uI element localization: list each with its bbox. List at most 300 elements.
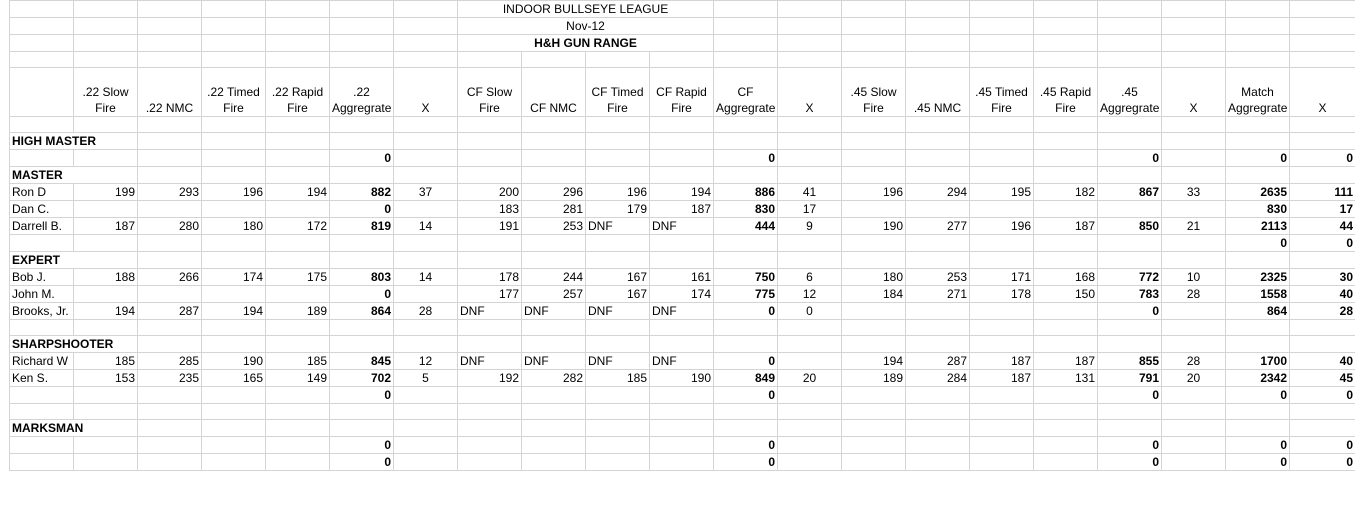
empty-cell[interactable] [842, 167, 906, 184]
empty-cell[interactable] [1226, 252, 1290, 269]
empty-cell[interactable] [522, 336, 586, 353]
score-cell[interactable]: 28 [1290, 303, 1355, 320]
empty-cell[interactable] [1098, 336, 1162, 353]
column-header[interactable]: .22 Aggregrate [330, 68, 394, 117]
empty-cell[interactable] [74, 18, 138, 35]
score-cell[interactable]: 280 [138, 218, 202, 235]
score-cell[interactable] [266, 150, 330, 167]
score-cell[interactable] [906, 387, 970, 404]
empty-cell[interactable] [906, 117, 970, 133]
empty-cell[interactable] [970, 52, 1034, 68]
empty-cell[interactable] [714, 167, 778, 184]
score-cell[interactable]: 167 [586, 269, 650, 286]
empty-cell[interactable] [394, 1, 458, 18]
empty-cell[interactable] [266, 18, 330, 35]
empty-cell[interactable] [10, 320, 74, 336]
score-cell[interactable]: 0 [714, 150, 778, 167]
score-cell[interactable] [970, 235, 1034, 252]
empty-cell[interactable] [1290, 18, 1355, 35]
score-cell[interactable] [778, 353, 842, 370]
score-cell[interactable]: 0 [1098, 454, 1162, 471]
score-cell[interactable]: 9 [778, 218, 842, 235]
empty-cell[interactable] [970, 35, 1034, 52]
empty-cell[interactable] [138, 167, 202, 184]
score-cell[interactable]: DNF [650, 218, 714, 235]
empty-cell[interactable] [714, 133, 778, 150]
score-cell[interactable]: 194 [266, 184, 330, 201]
empty-cell[interactable] [778, 133, 842, 150]
empty-cell[interactable] [202, 18, 266, 35]
score-cell[interactable]: 28 [1162, 286, 1226, 303]
score-cell[interactable]: 168 [1034, 269, 1098, 286]
score-cell[interactable] [202, 387, 266, 404]
empty-cell[interactable] [1098, 404, 1162, 420]
score-cell[interactable] [714, 235, 778, 252]
empty-cell[interactable] [330, 320, 394, 336]
score-cell[interactable]: 196 [202, 184, 266, 201]
score-cell[interactable] [970, 437, 1034, 454]
empty-cell[interactable] [266, 404, 330, 420]
empty-cell[interactable] [970, 336, 1034, 353]
score-cell[interactable] [394, 150, 458, 167]
empty-cell[interactable] [394, 404, 458, 420]
sheet-title-cell[interactable]: INDOOR BULLSEYE LEAGUE [458, 1, 714, 18]
score-cell[interactable]: 194 [74, 303, 138, 320]
empty-cell[interactable] [138, 252, 202, 269]
score-cell[interactable]: 1558 [1226, 286, 1290, 303]
score-cell[interactable] [522, 437, 586, 454]
score-cell[interactable] [266, 235, 330, 252]
empty-cell[interactable] [842, 133, 906, 150]
column-header[interactable]: .22 Slow Fire [74, 68, 138, 117]
score-cell[interactable]: 0 [1290, 387, 1355, 404]
score-cell[interactable]: DNF [650, 353, 714, 370]
column-header[interactable]: CF NMC [522, 68, 586, 117]
score-cell[interactable]: 194 [842, 353, 906, 370]
score-cell[interactable]: 830 [714, 201, 778, 218]
score-cell[interactable]: 188 [74, 269, 138, 286]
empty-cell[interactable] [138, 117, 202, 133]
score-cell[interactable] [778, 454, 842, 471]
empty-cell[interactable] [74, 320, 138, 336]
class-label[interactable]: MARKSMAN [10, 420, 138, 437]
shooter-name[interactable] [10, 437, 74, 454]
score-cell[interactable]: 190 [202, 353, 266, 370]
score-cell[interactable] [394, 454, 458, 471]
score-cell[interactable]: 0 [714, 454, 778, 471]
empty-cell[interactable] [74, 404, 138, 420]
empty-cell[interactable] [1162, 35, 1226, 52]
score-cell[interactable] [906, 235, 970, 252]
empty-cell[interactable] [1290, 117, 1355, 133]
score-cell[interactable]: 244 [522, 269, 586, 286]
empty-cell[interactable] [1034, 117, 1098, 133]
empty-cell[interactable] [1162, 1, 1226, 18]
score-cell[interactable] [330, 235, 394, 252]
column-header[interactable]: CF Aggregrate [714, 68, 778, 117]
score-cell[interactable]: 153 [74, 370, 138, 387]
empty-cell[interactable] [138, 18, 202, 35]
score-cell[interactable] [138, 235, 202, 252]
score-cell[interactable]: 864 [1226, 303, 1290, 320]
column-header[interactable]: X [1162, 68, 1226, 117]
score-cell[interactable]: 294 [906, 184, 970, 201]
empty-cell[interactable] [906, 167, 970, 184]
empty-cell[interactable] [714, 320, 778, 336]
score-cell[interactable] [586, 235, 650, 252]
empty-cell[interactable] [266, 52, 330, 68]
empty-cell[interactable] [906, 133, 970, 150]
score-cell[interactable]: 791 [1098, 370, 1162, 387]
empty-cell[interactable] [650, 320, 714, 336]
empty-cell[interactable] [394, 320, 458, 336]
empty-cell[interactable] [330, 420, 394, 437]
empty-cell[interactable] [714, 18, 778, 35]
score-cell[interactable] [1162, 201, 1226, 218]
empty-cell[interactable] [1162, 336, 1226, 353]
score-cell[interactable] [650, 387, 714, 404]
column-header[interactable]: Match Aggregrate [1226, 68, 1290, 117]
score-cell[interactable]: 17 [1290, 201, 1355, 218]
score-cell[interactable] [586, 387, 650, 404]
score-cell[interactable] [266, 201, 330, 218]
empty-cell[interactable] [650, 336, 714, 353]
score-cell[interactable]: 175 [266, 269, 330, 286]
score-cell[interactable] [650, 437, 714, 454]
score-cell[interactable]: 0 [1226, 437, 1290, 454]
empty-cell[interactable] [586, 117, 650, 133]
score-cell[interactable]: 44 [1290, 218, 1355, 235]
empty-cell[interactable] [842, 420, 906, 437]
empty-cell[interactable] [778, 320, 842, 336]
empty-cell[interactable] [970, 404, 1034, 420]
empty-cell[interactable] [266, 320, 330, 336]
empty-cell[interactable] [970, 167, 1034, 184]
empty-cell[interactable] [1034, 133, 1098, 150]
score-cell[interactable]: DNF [586, 303, 650, 320]
score-cell[interactable]: 171 [970, 269, 1034, 286]
score-cell[interactable]: 194 [650, 184, 714, 201]
score-cell[interactable]: 182 [1034, 184, 1098, 201]
score-cell[interactable] [458, 387, 522, 404]
score-cell[interactable]: 189 [266, 303, 330, 320]
empty-cell[interactable] [138, 35, 202, 52]
score-cell[interactable]: 174 [650, 286, 714, 303]
empty-cell[interactable] [202, 52, 266, 68]
score-cell[interactable] [1162, 303, 1226, 320]
empty-cell[interactable] [714, 117, 778, 133]
shooter-name[interactable]: Brooks, Jr. [10, 303, 74, 320]
column-header[interactable]: X [394, 68, 458, 117]
score-cell[interactable]: 167 [586, 286, 650, 303]
score-cell[interactable] [138, 201, 202, 218]
score-cell[interactable]: 0 [330, 454, 394, 471]
score-cell[interactable]: 187 [1034, 353, 1098, 370]
empty-cell[interactable] [1098, 252, 1162, 269]
empty-cell[interactable] [1226, 320, 1290, 336]
score-cell[interactable]: 111 [1290, 184, 1355, 201]
empty-cell[interactable] [1290, 420, 1355, 437]
empty-cell[interactable] [202, 420, 266, 437]
score-cell[interactable] [970, 454, 1034, 471]
score-cell[interactable]: 271 [906, 286, 970, 303]
score-cell[interactable] [842, 150, 906, 167]
empty-cell[interactable] [1098, 320, 1162, 336]
score-cell[interactable]: 192 [458, 370, 522, 387]
score-cell[interactable] [202, 437, 266, 454]
empty-cell[interactable] [906, 52, 970, 68]
empty-cell[interactable] [1162, 167, 1226, 184]
score-cell[interactable] [1034, 454, 1098, 471]
score-cell[interactable]: 0 [714, 437, 778, 454]
score-cell[interactable] [970, 303, 1034, 320]
score-cell[interactable] [778, 387, 842, 404]
empty-cell[interactable] [842, 117, 906, 133]
empty-cell[interactable] [522, 167, 586, 184]
score-cell[interactable] [1034, 387, 1098, 404]
empty-cell[interactable] [970, 252, 1034, 269]
score-cell[interactable]: 190 [842, 218, 906, 235]
score-cell[interactable] [1034, 150, 1098, 167]
empty-cell[interactable] [394, 35, 458, 52]
score-cell[interactable] [650, 150, 714, 167]
score-cell[interactable] [202, 454, 266, 471]
score-cell[interactable] [1098, 235, 1162, 252]
score-cell[interactable]: 184 [842, 286, 906, 303]
score-cell[interactable]: 0 [1098, 150, 1162, 167]
score-cell[interactable]: 10 [1162, 269, 1226, 286]
empty-cell[interactable] [1162, 404, 1226, 420]
empty-cell[interactable] [1290, 336, 1355, 353]
score-cell[interactable] [1162, 454, 1226, 471]
empty-cell[interactable] [458, 52, 522, 68]
score-cell[interactable]: 281 [522, 201, 586, 218]
score-cell[interactable]: 0 [714, 353, 778, 370]
empty-cell[interactable] [650, 117, 714, 133]
score-cell[interactable] [458, 235, 522, 252]
empty-cell[interactable] [1162, 420, 1226, 437]
score-cell[interactable]: 2635 [1226, 184, 1290, 201]
empty-cell[interactable] [842, 336, 906, 353]
empty-cell[interactable] [1226, 420, 1290, 437]
empty-cell[interactable] [1034, 35, 1098, 52]
score-cell[interactable]: 0 [778, 303, 842, 320]
score-cell[interactable]: 172 [266, 218, 330, 235]
score-cell[interactable]: 187 [650, 201, 714, 218]
column-header[interactable]: CF Slow Fire [458, 68, 522, 117]
empty-cell[interactable] [1034, 1, 1098, 18]
empty-cell[interactable] [842, 320, 906, 336]
empty-cell[interactable] [330, 336, 394, 353]
score-cell[interactable]: 195 [970, 184, 1034, 201]
score-cell[interactable]: 20 [1162, 370, 1226, 387]
empty-cell[interactable] [138, 320, 202, 336]
empty-cell[interactable] [842, 252, 906, 269]
score-cell[interactable] [906, 150, 970, 167]
empty-cell[interactable] [1290, 320, 1355, 336]
score-cell[interactable]: 867 [1098, 184, 1162, 201]
shooter-name[interactable]: Darrell B. [10, 218, 74, 235]
empty-cell[interactable] [906, 18, 970, 35]
score-cell[interactable]: 191 [458, 218, 522, 235]
empty-cell[interactable] [1034, 404, 1098, 420]
score-cell[interactable]: 21 [1162, 218, 1226, 235]
score-cell[interactable]: 40 [1290, 353, 1355, 370]
score-cell[interactable] [1034, 303, 1098, 320]
empty-cell[interactable] [970, 117, 1034, 133]
empty-cell[interactable] [1034, 18, 1098, 35]
empty-cell[interactable] [138, 1, 202, 18]
score-cell[interactable]: 179 [586, 201, 650, 218]
empty-cell[interactable] [330, 117, 394, 133]
empty-cell[interactable] [1098, 1, 1162, 18]
score-cell[interactable]: 28 [1162, 353, 1226, 370]
score-cell[interactable]: 185 [266, 353, 330, 370]
empty-cell[interactable] [202, 35, 266, 52]
empty-cell[interactable] [522, 133, 586, 150]
empty-cell[interactable] [650, 52, 714, 68]
empty-cell[interactable] [1098, 167, 1162, 184]
empty-cell[interactable] [266, 117, 330, 133]
empty-cell[interactable] [458, 117, 522, 133]
score-cell[interactable]: 196 [586, 184, 650, 201]
empty-cell[interactable] [10, 35, 74, 52]
score-cell[interactable]: 33 [1162, 184, 1226, 201]
score-cell[interactable] [202, 201, 266, 218]
score-cell[interactable]: 285 [138, 353, 202, 370]
score-cell[interactable]: 284 [906, 370, 970, 387]
score-cell[interactable]: 178 [458, 269, 522, 286]
score-cell[interactable]: 14 [394, 269, 458, 286]
empty-cell[interactable] [1162, 252, 1226, 269]
empty-cell[interactable] [74, 52, 138, 68]
score-cell[interactable] [138, 150, 202, 167]
score-cell[interactable]: 783 [1098, 286, 1162, 303]
score-cell[interactable]: 293 [138, 184, 202, 201]
score-cell[interactable] [906, 437, 970, 454]
score-cell[interactable]: 194 [202, 303, 266, 320]
shooter-name[interactable]: John M. [10, 286, 74, 303]
shooter-name[interactable]: Ken S. [10, 370, 74, 387]
score-cell[interactable] [74, 286, 138, 303]
score-cell[interactable]: 2342 [1226, 370, 1290, 387]
empty-cell[interactable] [586, 404, 650, 420]
score-cell[interactable]: 200 [458, 184, 522, 201]
empty-cell[interactable] [650, 420, 714, 437]
score-cell[interactable]: 0 [330, 437, 394, 454]
score-cell[interactable] [650, 235, 714, 252]
empty-cell[interactable] [586, 420, 650, 437]
score-cell[interactable] [394, 201, 458, 218]
empty-cell[interactable] [906, 404, 970, 420]
empty-cell[interactable] [522, 117, 586, 133]
score-cell[interactable] [266, 437, 330, 454]
score-cell[interactable]: 0 [1226, 150, 1290, 167]
empty-cell[interactable] [458, 133, 522, 150]
score-cell[interactable] [138, 286, 202, 303]
score-cell[interactable]: 287 [138, 303, 202, 320]
shooter-name[interactable] [10, 454, 74, 471]
score-cell[interactable] [522, 387, 586, 404]
score-cell[interactable]: DNF [458, 303, 522, 320]
empty-cell[interactable] [714, 1, 778, 18]
empty-cell[interactable] [394, 420, 458, 437]
shooter-name[interactable]: Dan C. [10, 201, 74, 218]
empty-cell[interactable] [842, 18, 906, 35]
empty-cell[interactable] [778, 420, 842, 437]
empty-cell[interactable] [74, 35, 138, 52]
score-cell[interactable] [970, 387, 1034, 404]
empty-cell[interactable] [650, 252, 714, 269]
empty-cell[interactable] [394, 167, 458, 184]
empty-cell[interactable] [778, 117, 842, 133]
empty-cell[interactable] [586, 320, 650, 336]
empty-cell[interactable] [266, 420, 330, 437]
empty-cell[interactable] [1290, 404, 1355, 420]
empty-cell[interactable] [522, 420, 586, 437]
score-cell[interactable]: 180 [842, 269, 906, 286]
score-cell[interactable]: 0 [1098, 387, 1162, 404]
empty-cell[interactable] [202, 252, 266, 269]
score-cell[interactable]: 30 [1290, 269, 1355, 286]
empty-cell[interactable] [458, 252, 522, 269]
empty-cell[interactable] [586, 133, 650, 150]
score-cell[interactable]: 296 [522, 184, 586, 201]
empty-cell[interactable] [138, 404, 202, 420]
score-cell[interactable]: 2113 [1226, 218, 1290, 235]
score-cell[interactable]: 17 [778, 201, 842, 218]
score-cell[interactable]: 187 [970, 370, 1034, 387]
empty-cell[interactable] [1098, 420, 1162, 437]
score-cell[interactable] [74, 201, 138, 218]
shooter-name[interactable]: Richard W [10, 353, 74, 370]
empty-cell[interactable] [266, 35, 330, 52]
score-cell[interactable]: 45 [1290, 370, 1355, 387]
score-cell[interactable]: 0 [1290, 437, 1355, 454]
score-cell[interactable]: 772 [1098, 269, 1162, 286]
score-cell[interactable]: 886 [714, 184, 778, 201]
class-label[interactable]: MASTER [10, 167, 138, 184]
score-cell[interactable]: 864 [330, 303, 394, 320]
score-cell[interactable] [842, 235, 906, 252]
column-header[interactable]: CF Timed Fire [586, 68, 650, 117]
score-cell[interactable]: 282 [522, 370, 586, 387]
empty-cell[interactable] [266, 133, 330, 150]
score-cell[interactable]: 0 [1098, 437, 1162, 454]
score-cell[interactable] [458, 150, 522, 167]
empty-cell[interactable] [1162, 117, 1226, 133]
column-header[interactable]: X [778, 68, 842, 117]
score-cell[interactable]: DNF [458, 353, 522, 370]
empty-cell[interactable] [1226, 404, 1290, 420]
score-cell[interactable]: 187 [74, 218, 138, 235]
score-cell[interactable] [1034, 201, 1098, 218]
score-cell[interactable]: 37 [394, 184, 458, 201]
score-cell[interactable]: 40 [1290, 286, 1355, 303]
score-cell[interactable]: 178 [970, 286, 1034, 303]
score-cell[interactable]: 0 [1226, 235, 1290, 252]
score-cell[interactable]: 183 [458, 201, 522, 218]
score-cell[interactable]: 180 [202, 218, 266, 235]
shooter-name[interactable]: Ron D [10, 184, 74, 201]
empty-cell[interactable] [1034, 420, 1098, 437]
score-cell[interactable] [1162, 387, 1226, 404]
empty-cell[interactable] [394, 52, 458, 68]
score-cell[interactable] [1034, 437, 1098, 454]
empty-cell[interactable] [458, 420, 522, 437]
empty-cell[interactable] [394, 133, 458, 150]
empty-cell[interactable] [458, 404, 522, 420]
